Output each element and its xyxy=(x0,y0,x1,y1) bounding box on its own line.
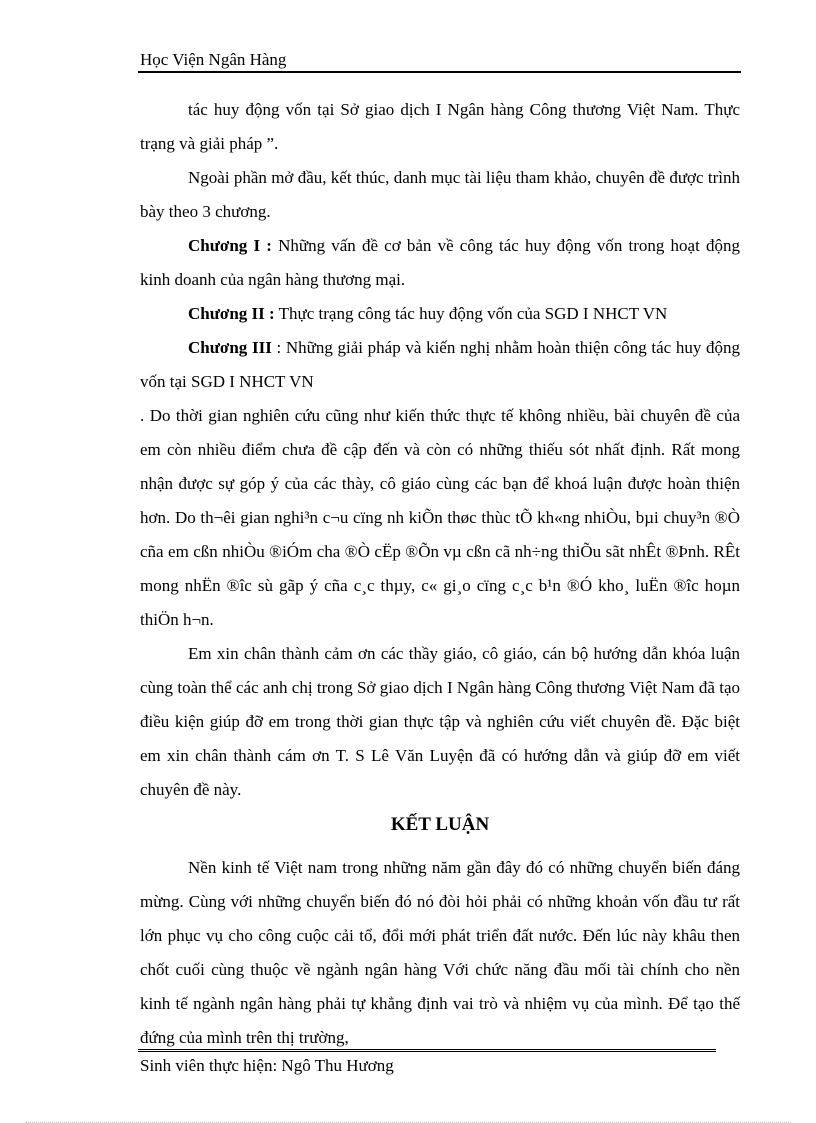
paragraph-structure: Ngoài phần mở đầu, kết thúc, danh mục tài liệu tham khảo, chuyên đề được trình bày theo 3 chương. xyxy=(140,168,740,221)
document-body xyxy=(140,93,740,1055)
footer-rule xyxy=(138,1049,716,1052)
paragraph-limitations: . Do thời gian nghiên cứu cũng như kiến thức thực tế không nhiều, bài chuyên đề của em còn nhiều điểm chưa đề cập đến và còn có những thiếu sót nhất định. Rất mong nhận được sự góp ý của các thày, cô giáo cùng các bạn để khoá luận được hoàn thiện hơn. Do th¬êi gian nghi³n c¬u cïng nh kiÕn thøc thùc tÕ kh«ng nhiÒu, bµi chuy³n ®Ò cña em cßn nhiÒu ®iÓm cha ®Ò cËp ®Õn vµ cßn cã nh÷ng thiÕu sãt nhÊt ®Þnh. RÊt mong nhËn ®îc sù gãp ý cña c¸c thµy, c« gi¸o cïng c¸c b¹n ®Ó kho¸ luËn ®îc hoµn thiÖn h¬n. xyxy=(140,406,740,629)
chapter-2-label: Chương II : xyxy=(188,304,275,323)
header-rule xyxy=(138,71,741,73)
chapter-3-text: : Những giải pháp và kiến nghị nhằm hoàn thiện công tác huy động vốn tại SGD I NHCT VN xyxy=(140,338,740,391)
chapter-3-label: Chương III xyxy=(188,338,272,357)
chapter-2-item xyxy=(140,297,740,331)
chapter-2-text: Thực trạng công tác huy động vốn của SGD I NHCT VN xyxy=(274,304,668,323)
conclusion-heading: KẾT LUẬN xyxy=(390,814,490,835)
paragraph-conclusion: Nền kinh tế Việt nam trong những năm gần đây đó có những chuyển biến đáng mừng. Cùng với những chuyển biến đó nó đòi hỏi phải có những khoản vốn đầu tư rất lớn phục vụ cho công cuộc cải tổ, đổi mới phát triển đất nước. Đến lúc này khâu then chốt cuối cùng thuộc về ngành ngân hàng Với chức năng đầu mối tài chính cho nền kinh tế ngành ngân hàng phải tự khẳng định vai trò và nhiệm vụ của mình. Để tạo thế đứng của mình trên thị trường, xyxy=(140,858,740,1047)
footer-author-line: Sinh viên thực hiện: Ngô Thu Hương xyxy=(140,1056,394,1075)
paragraph-intro-continuation: tác huy động vốn tại Sở giao dịch I Ngân hàng Công thương Việt Nam. Thực trạng và giải pháp ”. xyxy=(140,100,740,153)
chapter-1-text: Những vấn đề cơ bản về công tác huy động vốn trong hoạt động kinh doanh của ngân hàng thương mại. xyxy=(140,236,740,289)
chapter-1-item xyxy=(140,229,740,297)
page-header-title: Học Viện Ngân Hàng xyxy=(140,50,287,69)
chapter-3-item xyxy=(140,331,740,399)
paragraph-acknowledgement: Em xin chân thành cảm ơn các thầy giáo, cô giáo, cán bộ hướng dẫn khóa luận cùng toàn thể các anh chị trong Sở giao dịch I Ngân hàng Công thương Việt Nam đã tạo điều kiện giúp đỡ em trong thời gian thực tập và nghiên cứu viết chuyên đề. Đặc biệt em xin chân thành cám ơn T. S Lê Văn Luyện đã có hướng dẫn và giúp đỡ em viết chuyên đề này. xyxy=(140,644,740,799)
chapter-1-label: Chương I : xyxy=(188,236,272,255)
